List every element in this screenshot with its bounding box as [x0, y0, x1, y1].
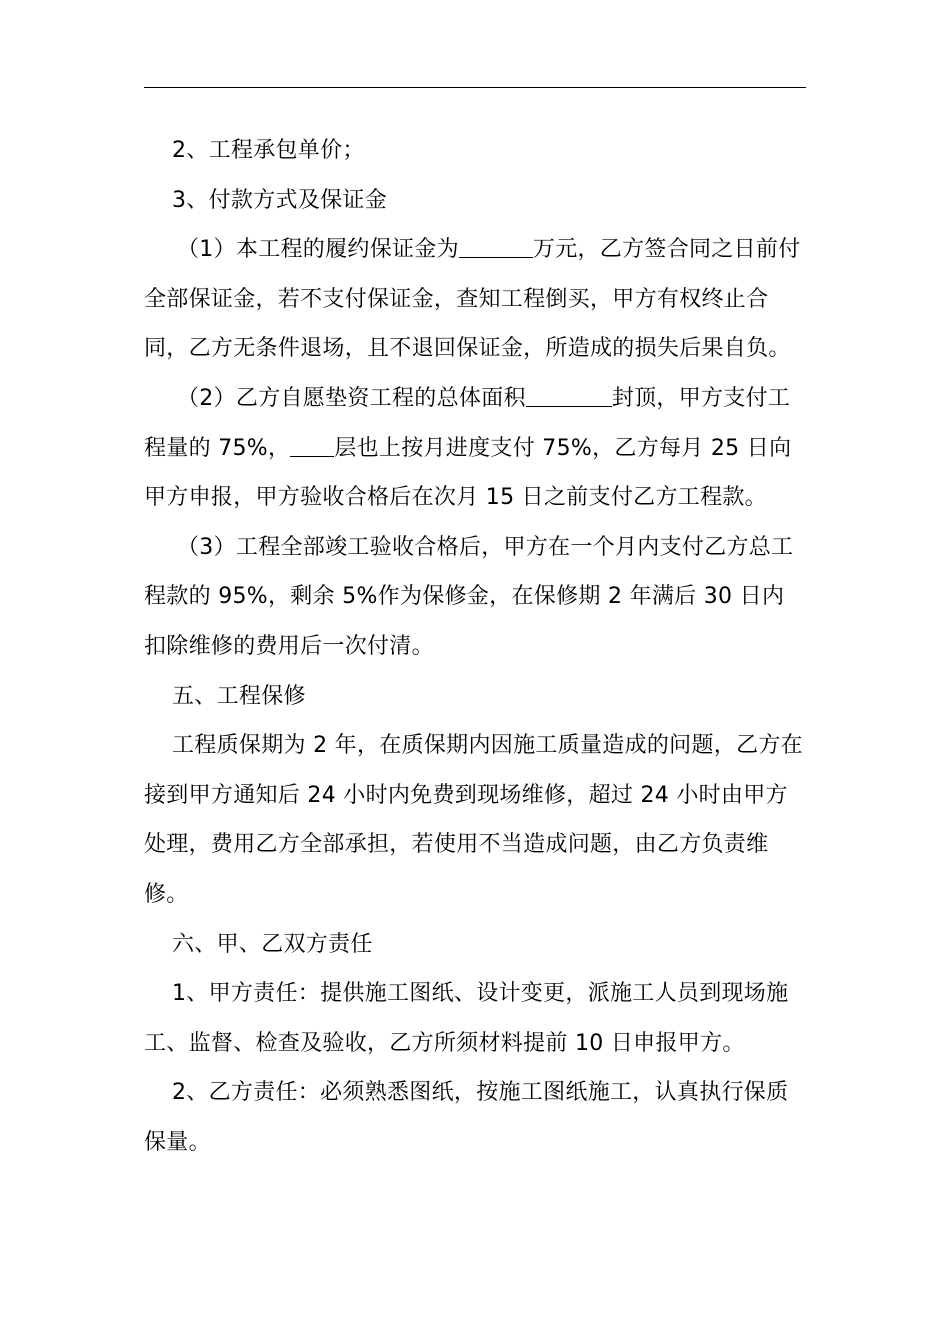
- paragraph-performance-bond: [144, 225, 806, 374]
- paragraph-party-b-duties: 2、乙方责任：必须熟悉图纸，按施工图纸施工，认真执行保质保量。: [144, 1080, 789, 1155]
- paragraph-unit-price: 2、工程承包单价；: [172, 138, 365, 163]
- paragraph-advance-funding-rest: 层也上按月进度支付 75%，乙方每月 25 日向甲方申报，甲方验收合格后在次月 15 日之前支付乙方工程款。: [144, 435, 792, 511]
- paragraph-final-payment: （3）工程全部竣工验收合格后，甲方在一个月内支付乙方总工程款的 95%，剩余 5%作为保修金，在保修期 2 年满后 30 日内扣除维修的费用后一次付清。: [144, 534, 794, 659]
- header-rule: [144, 87, 806, 88]
- blank-total-area: [526, 382, 612, 407]
- paragraph-advance-funding-lead: （2）乙方自愿垫资工程的总体面积: [177, 385, 526, 411]
- section-heading-warranty: 五、工程保修: [172, 683, 306, 709]
- document-body: [144, 126, 806, 1167]
- paragraph-party-a-duties: 1、甲方责任：提供施工图纸、设计变更，派施工人员到现场施工、监督、检查及验收，乙方所须材料提前 10 日申报甲方。: [144, 981, 789, 1056]
- paragraph-payment-heading: 3、付款方式及保证金: [172, 187, 387, 213]
- paragraph-advance-funding-middle: 封顶，甲方支付工程量的 75%，: [144, 385, 791, 461]
- blank-bond-amount: [459, 233, 533, 258]
- section-heading-responsibilities: 六、甲、乙双方责任: [172, 931, 373, 957]
- paragraph-performance-bond-lead: （1）本工程的履约保证金为: [177, 237, 459, 263]
- paragraph-warranty-terms: 工程质保期为 2 年，在质保期内因施工质量造成的问题，乙方在接到甲方通知后 24 小时内免费到现场维修，超过 24 小时由甲方处理，费用乙方全部承担，若使用不当造成问题，由乙方负责维修。: [144, 733, 803, 907]
- paragraph-performance-bond-rest: 万元，乙方签合同之日前付全部保证金，若不支付保证金，查知工程倒买，甲方有权终止合同，乙方无条件退场，且不退回保证金，所造成的损失后果自负。: [144, 237, 801, 362]
- paragraph-advance-funding: [144, 374, 806, 523]
- blank-floor: [290, 432, 334, 457]
